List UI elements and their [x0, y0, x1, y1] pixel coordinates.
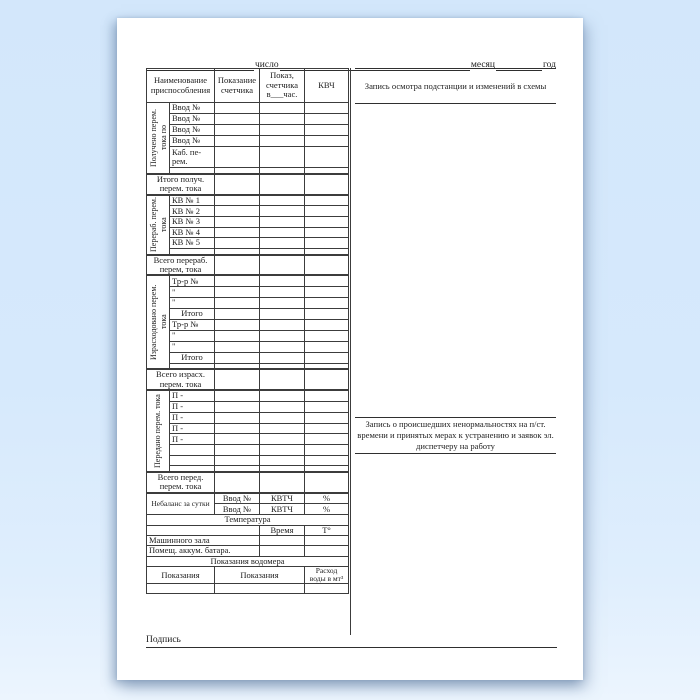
entry-cell: [215, 114, 260, 125]
entry-cell: [305, 412, 349, 423]
entry-cell: [260, 412, 305, 423]
entry-cell: [215, 352, 260, 363]
row-label: ": [170, 341, 215, 352]
table-row: [147, 584, 349, 594]
table-row: [147, 546, 349, 556]
row-label: П -: [170, 390, 215, 401]
double-rule-divider: [350, 68, 351, 635]
entry-cell: [305, 114, 349, 125]
table-row: [147, 217, 349, 228]
entry-cell: [215, 423, 260, 434]
table-row: [147, 125, 349, 136]
meter-readings-table: [146, 68, 349, 594]
table-row: [147, 255, 349, 276]
entry-cell: [305, 227, 349, 238]
entry-cell: [260, 174, 305, 195]
machine-hall-label: Машинного зала: [147, 535, 260, 545]
table-row: [147, 445, 349, 455]
row-label: Ввод №: [170, 136, 215, 147]
imbalance-cell: Ввод №: [215, 493, 260, 504]
transferred-total-label: Всего перед. перем. тока: [147, 472, 215, 493]
table-row: [147, 136, 349, 147]
entry-cell: [305, 341, 349, 352]
entry-cell: [305, 206, 349, 217]
entry-cell: [215, 298, 260, 309]
table-row: [147, 309, 349, 320]
row-label: Ввод №: [170, 125, 215, 136]
water-meter-col: Расход воды в мт³: [305, 566, 349, 584]
entry-cell: [260, 352, 305, 363]
entry-cell: [305, 238, 349, 249]
col-header-meter-reading: Показание счетчика: [215, 69, 260, 103]
table-row: [147, 206, 349, 217]
row-label: Каб. пе-рем.: [170, 147, 215, 168]
entry-cell: [260, 535, 305, 545]
imbalance-cell: %: [305, 493, 349, 504]
entry-cell: [260, 275, 305, 286]
form-page: [117, 18, 583, 680]
table-row: [147, 103, 349, 114]
row-label: П -: [170, 412, 215, 423]
row-label: Ввод №: [170, 103, 215, 114]
entry-cell: [215, 174, 260, 195]
imbalance-cell: КВТЧ: [260, 504, 305, 515]
entry-cell: [147, 584, 215, 594]
imbalance-cell: %: [305, 504, 349, 515]
processed-total-label: Всего перераб. перем, тока: [147, 255, 215, 276]
row-label-subtotal: Итого: [170, 352, 215, 363]
entry-cell: [305, 445, 349, 455]
table-row: [147, 352, 349, 363]
table-row: [147, 238, 349, 249]
entry-cell: [305, 455, 349, 465]
entry-cell: [215, 195, 260, 206]
empty-label: [170, 445, 215, 455]
row-label: КВ № 2: [170, 206, 215, 217]
row-label: Тр-р №: [170, 319, 215, 330]
entry-cell: [305, 584, 349, 594]
temp-header: Т°: [305, 525, 349, 535]
signature-line: [146, 635, 557, 648]
entry-cell: [260, 423, 305, 434]
entry-cell: [305, 546, 349, 556]
row-label: П -: [170, 401, 215, 412]
col-header-device-name: Наименование приспособления: [147, 69, 215, 103]
entry-cell: [260, 319, 305, 330]
col-header-meter-hour: Показ, счетчика в___час.: [260, 69, 305, 103]
table-row: [147, 390, 349, 401]
row-label: КВ № 1: [170, 195, 215, 206]
table-row: [147, 227, 349, 238]
table-row: [147, 401, 349, 412]
col-header-kvch: КВЧ: [305, 69, 349, 103]
table-row: [147, 319, 349, 330]
entry-cell: [305, 174, 349, 195]
empty-label: [170, 455, 215, 465]
received-total-label: Итого получ. перем. тока: [147, 174, 215, 195]
entry-cell: [260, 287, 305, 298]
table-row: [147, 275, 349, 286]
entry-cell: [260, 341, 305, 352]
entry-cell: [305, 369, 349, 390]
row-label: ": [170, 298, 215, 309]
entry-cell: [215, 217, 260, 228]
table-row: [147, 147, 349, 168]
entry-cell: [260, 103, 305, 114]
table-row: [147, 298, 349, 309]
day-label: число: [255, 60, 279, 70]
entry-cell: [305, 401, 349, 412]
entry-cell: [260, 369, 305, 390]
row-label: Ввод №: [170, 114, 215, 125]
row-label: ": [170, 330, 215, 341]
entry-cell: [215, 227, 260, 238]
year-label: год: [543, 60, 556, 70]
entry-cell: [215, 341, 260, 352]
imbalance-label: Небаланс за сутки: [147, 493, 215, 515]
abnormalities-notes-section: [355, 417, 556, 454]
entry-cell: [305, 298, 349, 309]
entry-cell: [260, 227, 305, 238]
entry-cell: [215, 412, 260, 423]
table-row: [147, 330, 349, 341]
entry-cell: [215, 472, 260, 493]
water-meter-header: Показания водомера: [147, 556, 349, 566]
water-meter-col: Показания: [147, 566, 215, 584]
water-meter-col: Показания: [215, 566, 305, 584]
month-label: месяц: [470, 60, 496, 70]
entry-cell: [305, 423, 349, 434]
group-processed: [147, 195, 170, 255]
entry-cell: [260, 195, 305, 206]
group-transferred: [147, 390, 170, 472]
table-row: [147, 114, 349, 125]
inspection-notes-section: [355, 68, 556, 104]
entry-cell: [260, 206, 305, 217]
entry-cell: [260, 298, 305, 309]
table-row: [147, 369, 349, 390]
temperature-header: Температура: [147, 515, 349, 525]
entry-cell: [260, 255, 305, 276]
signature-label: Подпись: [146, 635, 181, 645]
entry-cell: [305, 125, 349, 136]
entry-cell: [215, 136, 260, 147]
entry-cell: [305, 352, 349, 363]
table-row: [147, 515, 349, 525]
entry-cell: [260, 401, 305, 412]
entry-cell: [215, 434, 260, 445]
entry-cell: [305, 319, 349, 330]
group-processed-label: Перераб. перем. тока: [149, 197, 168, 253]
group-transferred-label: Передано перем. тока: [153, 394, 162, 468]
entry-cell: [260, 136, 305, 147]
entry-cell: [305, 309, 349, 320]
imbalance-cell: КВТЧ: [260, 493, 305, 504]
table-row: [147, 195, 349, 206]
entry-cell: [215, 125, 260, 136]
entry-cell: [215, 147, 260, 168]
group-received: [147, 103, 170, 175]
time-header: Время: [260, 525, 305, 535]
abnormalities-notes-title: Запись о происшедших ненормальностях на п/ст. времени и принятых мерах к устранению и заявок эл. диспетчеру на работу: [357, 419, 554, 451]
table-row: [147, 423, 349, 434]
entry-cell: [215, 103, 260, 114]
entry-cell: [215, 455, 260, 465]
table-row: [147, 556, 349, 566]
entry-cell: [215, 206, 260, 217]
entry-cell: [305, 255, 349, 276]
group-consumed-label: Израсходовано перем. тока: [149, 284, 168, 361]
table-row: [147, 412, 349, 423]
table-row: [147, 455, 349, 465]
table-row: [147, 535, 349, 545]
entry-cell: [305, 330, 349, 341]
entry-cell: [215, 287, 260, 298]
entry-cell: [215, 445, 260, 455]
row-label: КВ № 3: [170, 217, 215, 228]
row-label: ": [170, 287, 215, 298]
entry-cell: [305, 217, 349, 228]
entry-cell: [305, 275, 349, 286]
table-row: [147, 341, 349, 352]
entry-cell: [305, 136, 349, 147]
entry-cell: [305, 535, 349, 545]
row-label: Тр-р №: [170, 275, 215, 286]
table-row: [147, 287, 349, 298]
entry-cell: [215, 255, 260, 276]
entry-cell: [215, 309, 260, 320]
table-row: [147, 472, 349, 493]
entry-cell: [260, 330, 305, 341]
imbalance-cell: Ввод №: [215, 504, 260, 515]
row-label: КВ № 4: [170, 227, 215, 238]
table-row: [147, 493, 349, 504]
consumed-total-label: Всего израсх. перем. тока: [147, 369, 215, 390]
group-consumed: [147, 275, 170, 369]
row-label: КВ № 5: [170, 238, 215, 249]
entry-cell: [215, 401, 260, 412]
inspection-notes-title: Запись осмотра подстанции и изменений в схемы: [364, 81, 547, 91]
entry-cell: [215, 238, 260, 249]
entry-cell: [260, 217, 305, 228]
group-received-label: Получено перем. тока по: [149, 109, 168, 167]
table-row: [147, 525, 349, 535]
table-header-row: [147, 69, 349, 103]
entry-cell: [305, 472, 349, 493]
row-label-subtotal: Итого: [170, 309, 215, 320]
entry-cell: [260, 434, 305, 445]
entry-cell: [215, 330, 260, 341]
entry-cell: [260, 125, 305, 136]
entry-cell: [305, 195, 349, 206]
entry-cell: [260, 472, 305, 493]
row-label: П -: [170, 434, 215, 445]
entry-cell: [305, 434, 349, 445]
entry-cell: [305, 147, 349, 168]
entry-cell: [215, 275, 260, 286]
table-row: [147, 566, 349, 584]
entry-cell: [305, 390, 349, 401]
entry-cell: [215, 319, 260, 330]
entry-cell: [305, 287, 349, 298]
entry-cell: [260, 546, 305, 556]
entry-cell: [260, 114, 305, 125]
entry-cell: [215, 584, 305, 594]
table-row: [147, 174, 349, 195]
entry-cell: [260, 455, 305, 465]
row-label: П -: [170, 423, 215, 434]
entry-cell: [215, 369, 260, 390]
entry-cell: [260, 309, 305, 320]
entry-cell: [305, 103, 349, 114]
entry-cell: [260, 147, 305, 168]
entry-cell: [215, 390, 260, 401]
empty-label: [147, 525, 260, 535]
entry-cell: [260, 445, 305, 455]
battery-room-label: Помещ. аккум. батара.: [147, 546, 260, 556]
entry-cell: [260, 238, 305, 249]
table-row: [147, 434, 349, 445]
entry-cell: [260, 390, 305, 401]
